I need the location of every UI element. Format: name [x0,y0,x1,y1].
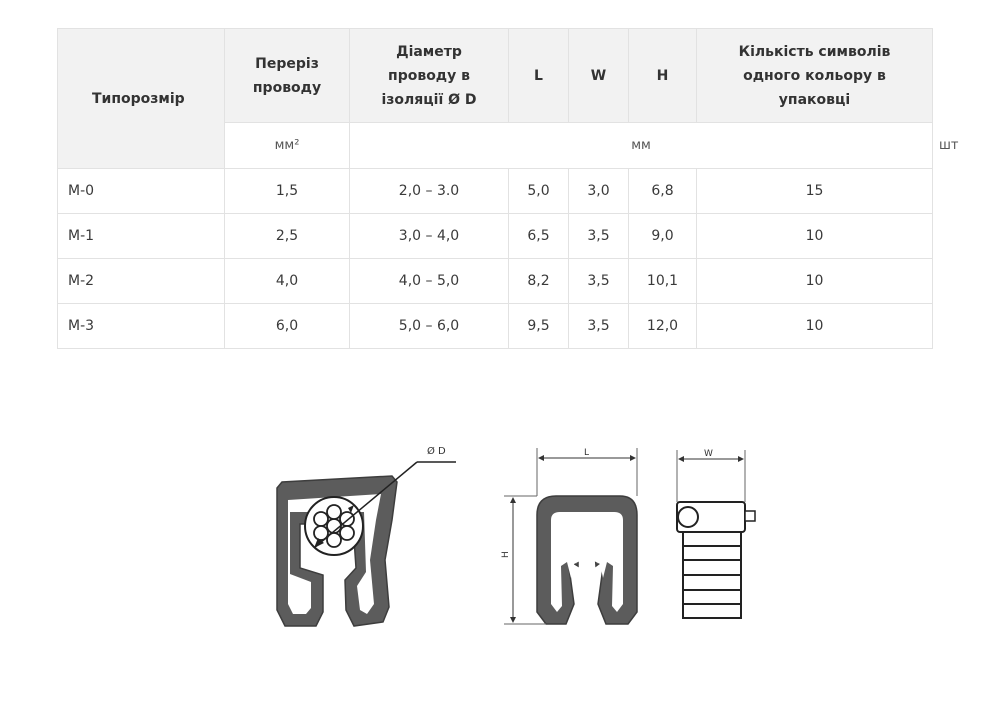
marker-side-view [677,449,755,618]
cell-size: M-3 [58,304,225,349]
cell-section: 1,5 [225,169,350,214]
cell-qty: 15 [697,169,933,214]
header-diameter-text: Діаметр проводу в ізоляції Ø D [381,43,477,108]
cell-diameter: 4,0 – 5,0 [350,259,509,304]
w-label: W [704,449,713,459]
header-cross-section-text: Переріз проводу [252,55,322,96]
header-size: Типорозмір [58,29,225,169]
cell-w: 3,5 [569,259,629,304]
header-w: W [569,29,629,123]
table-units-row: мм² мм шт [58,123,933,169]
marker-front-dimensioned [501,448,637,624]
arrow-up-icon [510,497,516,503]
side-right-tab [745,511,755,521]
unit-cross-section: мм² [225,123,350,169]
side-round-tab [678,507,698,527]
wire-strand [314,512,328,526]
cell-section: 6,0 [225,304,350,349]
cell-section: 2,5 [225,214,350,259]
cell-h: 6,8 [629,169,697,214]
header-quantity-text: Кількість символів одного кольору в упаковці [738,43,891,108]
cell-diameter: 3,0 – 4,0 [350,214,509,259]
h-label: H [501,551,511,558]
cell-qty: 10 [697,259,933,304]
cell-h: 10,1 [629,259,697,304]
wire-strand [327,505,341,519]
header-h: H [629,29,697,123]
arrow-left-icon [678,456,684,462]
diameter-label: Ø D [427,446,446,457]
cell-size: M-2 [58,259,225,304]
cell-qty: 10 [697,304,933,349]
cell-w: 3,5 [569,304,629,349]
arrow-down-icon [510,617,516,623]
wire-strand [340,526,354,540]
marker-front-with-wire [277,445,456,626]
cell-qty: 10 [697,214,933,259]
header-l: L [509,29,569,123]
cell-w: 3,5 [569,214,629,259]
unit-dims: мм [350,123,933,169]
arrow-right-icon [630,455,636,461]
cell-h: 12,0 [629,304,697,349]
cell-l: 8,2 [509,259,569,304]
arrow-right-icon [738,456,744,462]
cell-size: M-1 [58,214,225,259]
cell-l: 9,5 [509,304,569,349]
cell-w: 3,0 [569,169,629,214]
arrow-left-icon [538,455,544,461]
cell-section: 4,0 [225,259,350,304]
cell-h: 9,0 [629,214,697,259]
cell-l: 6,5 [509,214,569,259]
l-label: L [584,448,590,458]
cell-size: M-0 [58,169,225,214]
cell-l: 5,0 [509,169,569,214]
cell-diameter: 5,0 – 6,0 [350,304,509,349]
cell-diameter: 2,0 – 3.0 [350,169,509,214]
